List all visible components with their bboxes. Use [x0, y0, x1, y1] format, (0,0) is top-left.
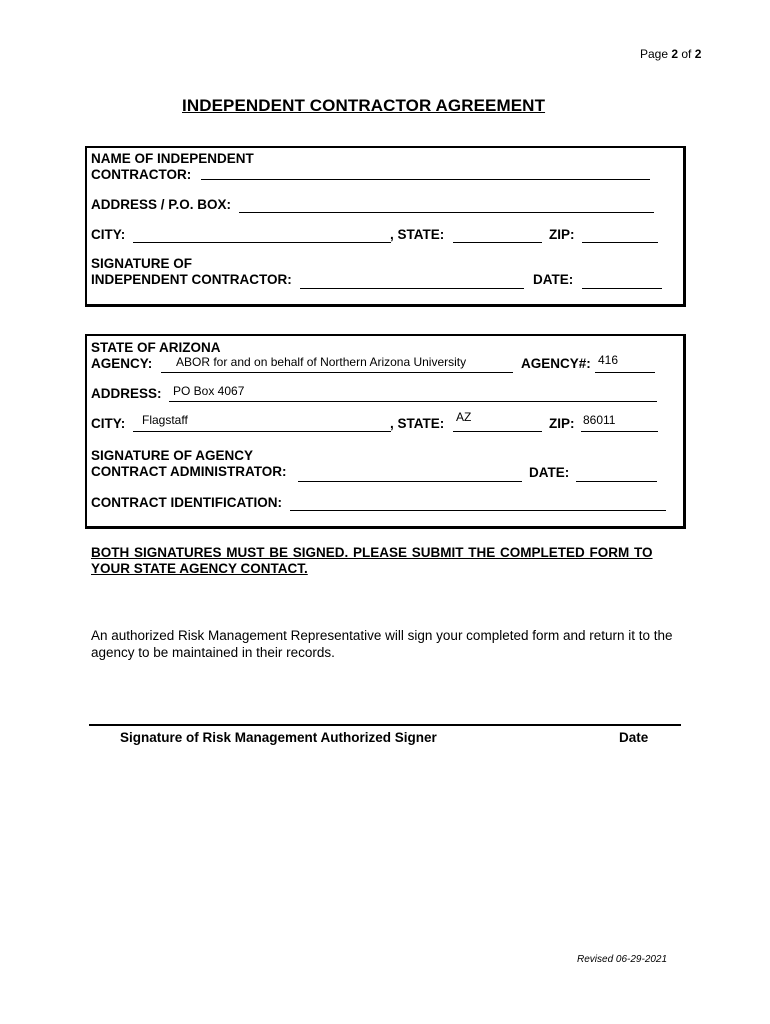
- agency-number-value: 416: [598, 353, 619, 367]
- document-title: INDEPENDENT CONTRACTOR AGREEMENT: [182, 96, 546, 115]
- risk-date-label: Date: [619, 730, 649, 745]
- risk-signature-label: Signature of Risk Management Authorized Signer: [120, 730, 437, 745]
- contractor-signature-field[interactable]: [300, 272, 524, 289]
- page-current: 2: [671, 47, 679, 61]
- revision-date: Revised 06-29-2021: [577, 954, 668, 965]
- risk-signature-line[interactable]: [89, 724, 681, 726]
- contractor-address-field[interactable]: [239, 196, 654, 213]
- contractor-state-field[interactable]: [453, 226, 542, 243]
- contractor-state-label: , STATE:: [390, 227, 445, 242]
- page-prefix: Page: [640, 47, 672, 61]
- contractor-date-field[interactable]: [582, 272, 662, 289]
- page-number: [640, 46, 701, 62]
- contractor-city-field[interactable]: [133, 226, 391, 243]
- agency-state-value: AZ: [456, 410, 472, 424]
- page-total: 2: [694, 47, 702, 61]
- contractor-name-label: NAME OF INDEPENDENT CONTRACTOR:: [91, 151, 254, 182]
- agency-date-field[interactable]: [576, 465, 657, 482]
- contractor-date-label: DATE:: [533, 272, 574, 287]
- page-of: of: [678, 47, 695, 61]
- agency-zip-label: ZIP:: [549, 416, 575, 431]
- contract-identification-field[interactable]: [290, 494, 666, 511]
- contractor-zip-field[interactable]: [582, 226, 658, 243]
- agency-address-value: PO Box 4067: [173, 384, 245, 398]
- contractor-city-label: CITY:: [91, 227, 126, 242]
- contractor-address-label: ADDRESS / P.O. BOX:: [91, 197, 232, 212]
- contractor-zip-label: ZIP:: [549, 227, 575, 242]
- agency-address-label: ADDRESS:: [91, 386, 162, 401]
- agency-city-label: CITY:: [91, 416, 126, 431]
- contractor-signature-label: SIGNATURE OF INDEPENDENT CONTRACTOR:: [91, 256, 292, 287]
- state-of-arizona-label: STATE OF ARIZONA: [91, 340, 221, 355]
- agency-date-label: DATE:: [529, 465, 570, 480]
- risk-management-info: An authorized Risk Management Representative will sign your completed form and return it to the agency to be maintained in their records.: [91, 628, 673, 660]
- agency-state-label: , STATE:: [390, 416, 445, 431]
- agency-signature-field[interactable]: [298, 465, 522, 482]
- agency-value: ABOR for and on behalf of Northern Arizona University: [176, 355, 467, 369]
- contract-identification-label: CONTRACT IDENTIFICATION:: [91, 495, 282, 510]
- agency-label: AGENCY:: [91, 356, 153, 371]
- agency-number-label: AGENCY#:: [521, 356, 591, 371]
- agency-city-value: Flagstaff: [142, 413, 188, 427]
- agency-signature-label: SIGNATURE OF AGENCY CONTRACT ADMINISTRATOR:: [91, 448, 287, 479]
- signature-notice: BOTH SIGNATURES MUST BE SIGNED. PLEASE SUBMIT THE COMPLETED FORM TO YOUR STATE AGENCY CONTACT.: [91, 545, 653, 576]
- contractor-name-field[interactable]: [201, 163, 650, 180]
- agency-zip-value: 86011: [583, 413, 616, 427]
